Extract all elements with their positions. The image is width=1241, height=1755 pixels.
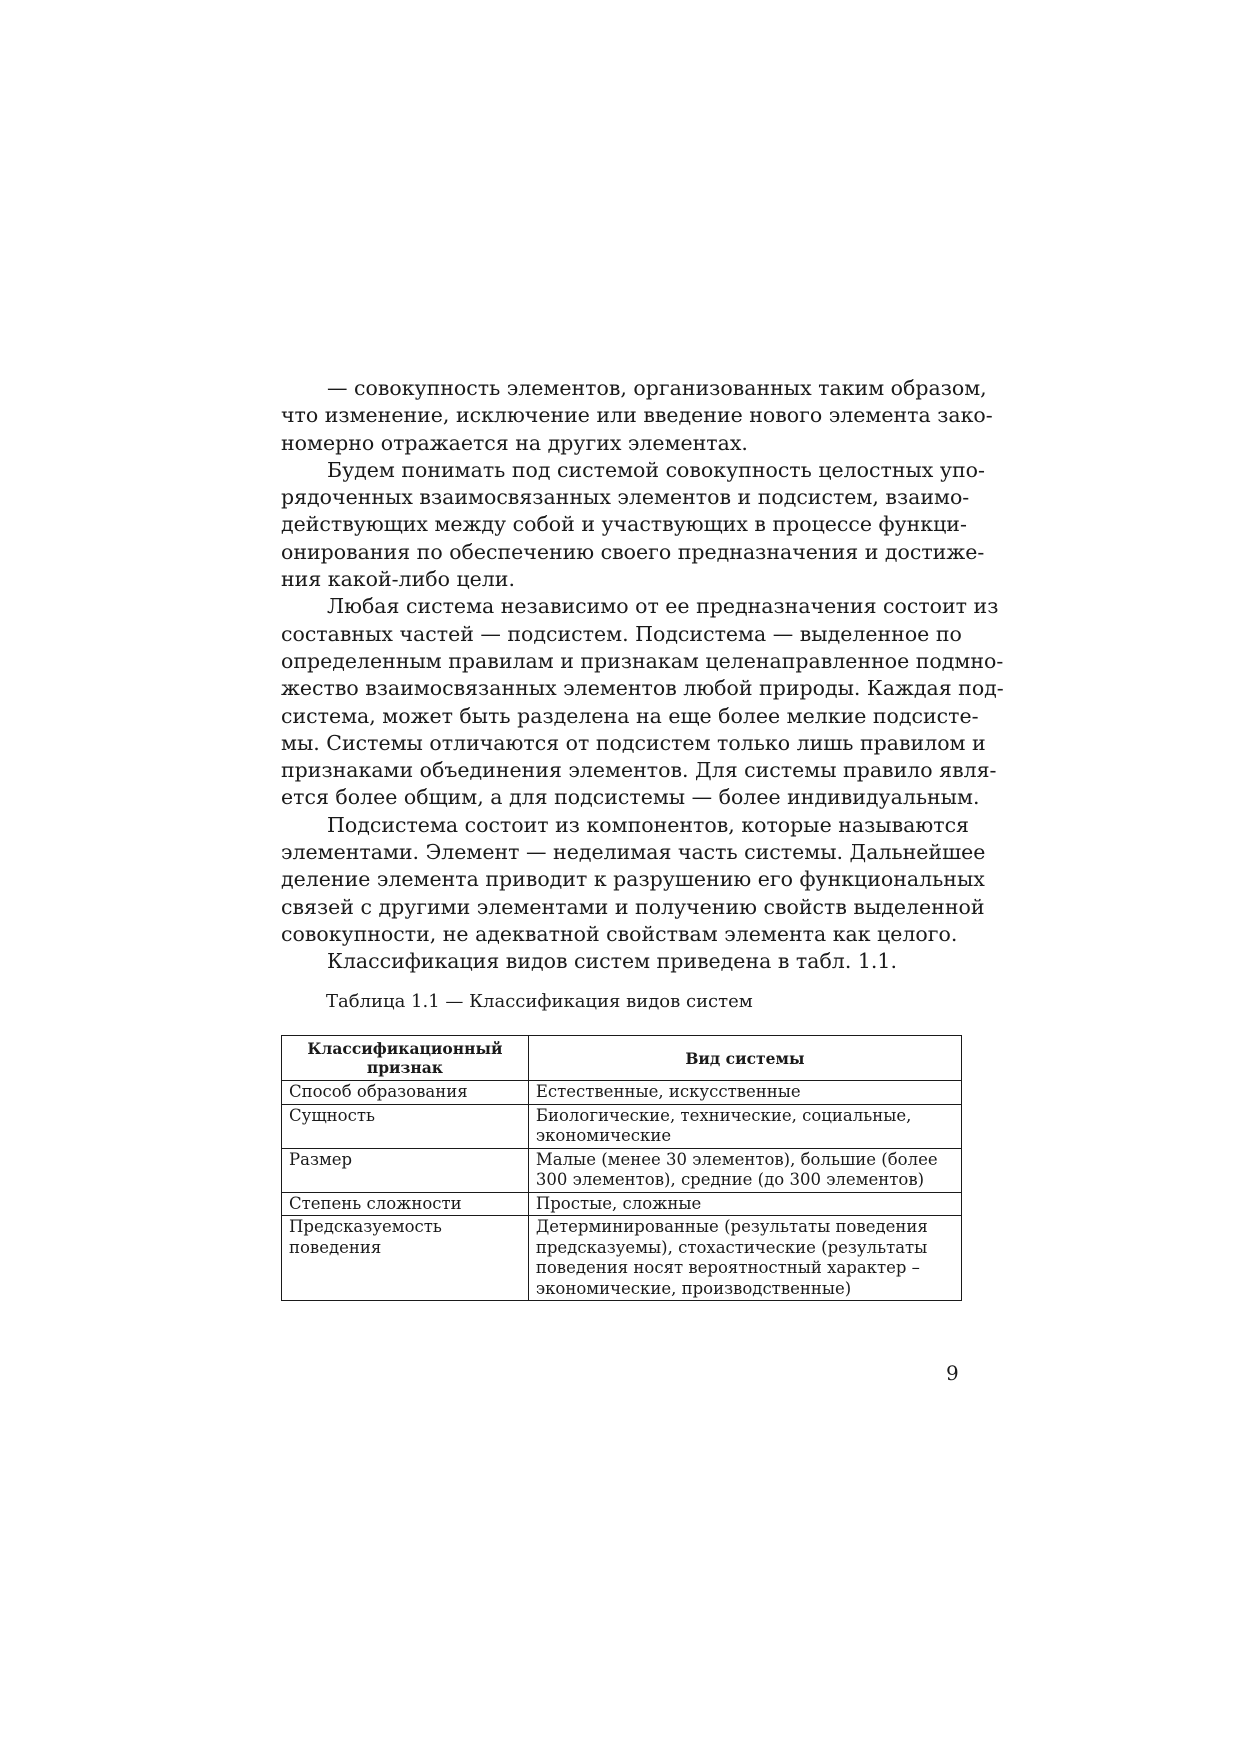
paragraph-1: [281, 375, 993, 457]
paragraph-2: [281, 457, 985, 593]
table-header-row: [282, 1036, 962, 1081]
body-text: [281, 375, 1004, 976]
text-line: мы. Системы отличаются от подсистем только лишь правилом и: [281, 730, 986, 755]
table-row: [282, 1148, 962, 1192]
table-row: [282, 1081, 962, 1105]
paragraph-4: [281, 812, 986, 948]
system-type-cell: Простые, сложные: [528, 1192, 961, 1216]
feature-cell: Сущность: [282, 1104, 529, 1148]
table-row: [282, 1192, 962, 1216]
text-line: Подсистема состоит из компонентов, которые называются: [327, 812, 969, 837]
table-row: [282, 1216, 962, 1301]
system-type-cell: Детерминированные (результаты поведения предсказуемы), стохастические (результаты поведения носят вероятностный характер – экономические, производственные): [528, 1216, 961, 1301]
text-line: — совокупность элементов, организованных таким образом,: [327, 376, 987, 400]
text-line: действующих между собой и участвующих в процессе функци-: [281, 512, 967, 537]
column-header-feature: Классификационный признак: [282, 1036, 529, 1081]
text-line: что изменение, исключение или введение нового элемента зако-: [281, 403, 993, 428]
text-line: онирования по обеспечению своего предназначения и достиже-: [281, 539, 985, 564]
text-line: деление элемента приводит к разрушению его функциональных: [281, 867, 985, 892]
feature-cell: Степень сложности: [282, 1192, 529, 1216]
page-number: 9: [946, 1361, 959, 1385]
text-line: составных частей — подсистем. Подсистема — выделенное по: [281, 621, 962, 646]
feature-cell: Способ образования: [282, 1081, 529, 1105]
paragraph-5: [281, 948, 958, 975]
text-line: совокупности, не адекватной свойствам элемента как целого.: [281, 921, 958, 946]
feature-cell: Размер: [282, 1148, 529, 1192]
classification-table: [281, 1035, 962, 1301]
text-line: ния какой-либо цели.: [281, 567, 515, 592]
table-row: [282, 1104, 962, 1148]
system-type-cell: Малые (менее 30 элементов), большие (более 300 элементов), средние (до 300 элементов): [528, 1148, 961, 1192]
text-line: ется более общим, а для подсистемы — более индивидуальным.: [281, 785, 980, 810]
text-line: система, может быть разделена на еще более мелкие подсисте-: [281, 703, 979, 728]
text-line: связей с другими элементами и получению свойств выделенной: [281, 894, 985, 919]
text-line: Любая система независимо от ее предназначения состоит из: [327, 594, 999, 619]
text-line: определенным правилам и признакам целенаправленное подмно-: [281, 648, 1004, 673]
text-line: номерно отражается на других элементах.: [281, 430, 748, 455]
text-line: элементами. Элемент — неделимая часть системы. Дальнейшее: [281, 840, 986, 865]
column-header-system-type: Вид системы: [528, 1036, 961, 1081]
text-line: Будем понимать под системой совокупность целостных упо-: [327, 457, 985, 482]
text-line: рядоченных взаимосвязанных элементов и подсистем, взаимо-: [281, 485, 970, 510]
paragraph-3: [281, 593, 1004, 811]
system-type-cell: Естественные, искусственные: [528, 1081, 961, 1105]
text-line: жество взаимосвязанных элементов любой природы. Каждая под-: [281, 676, 1004, 701]
text-line: Классификация видов систем приведена в табл. 1.1.: [327, 949, 897, 974]
feature-cell: Предсказуемость поведения: [282, 1216, 529, 1301]
system-type-cell: Биологические, технические, социальные, экономические: [528, 1104, 961, 1148]
text-line: признаками объединения элементов. Для системы правило явля-: [281, 758, 997, 783]
table-caption: Таблица 1.1 — Классификация видов систем: [326, 991, 753, 1012]
